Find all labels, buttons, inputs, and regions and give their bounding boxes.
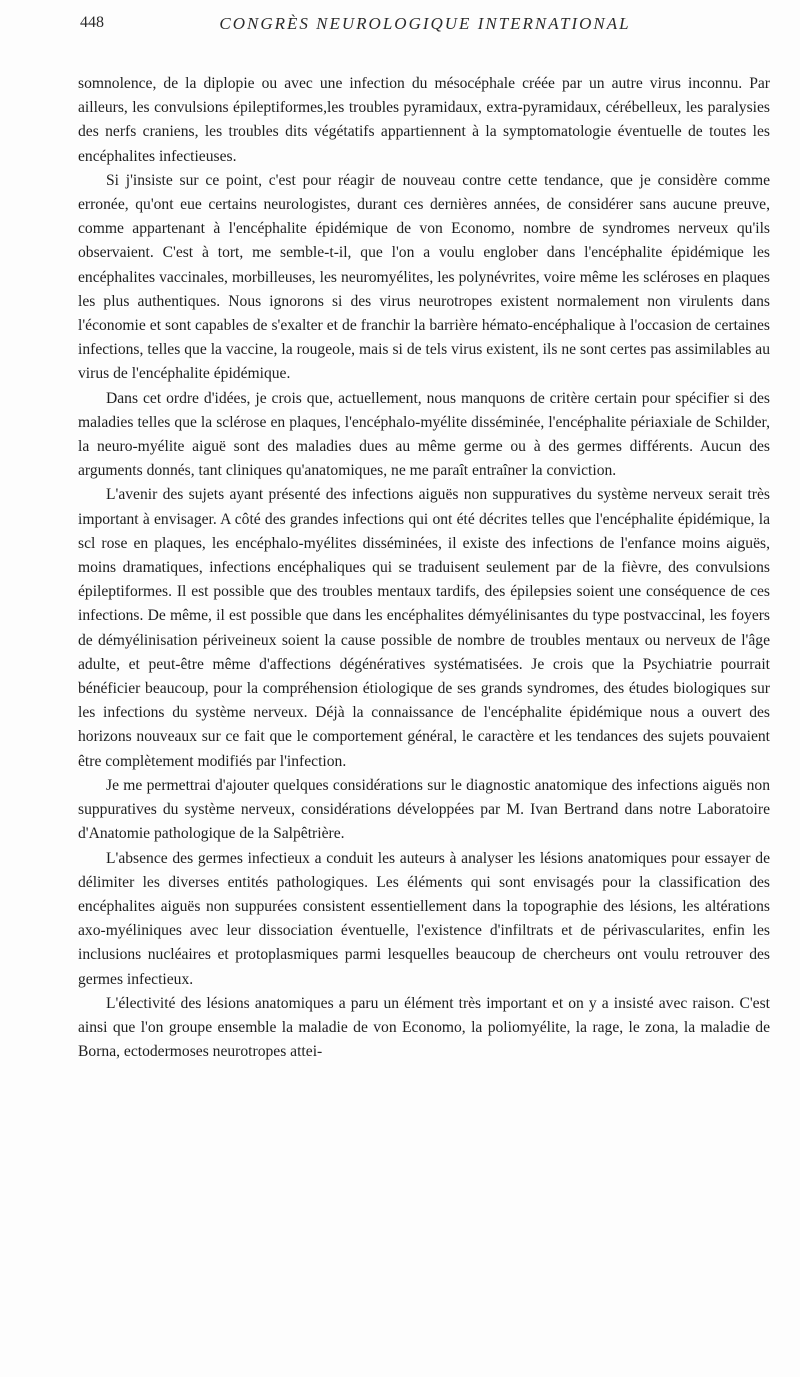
paragraph: somnolence, de la diplopie ou avec une infection du mésocéphale créée par un autre virus inconnu. Par ailleurs, les convulsions épileptiformes,les troubles pyramidaux, extra-pyramidaux, cérébelleux, les paralysies des nerfs craniens, les troubles dits végétatifs appartiennent à la symptomatologie éventuelle de toutes les encéphalites infectieuses. [78,75,770,165]
paragraph: Si j'insiste sur ce point, c'est pour réagir de nouveau contre cette tendance, que je considère comme erronée, qu'ont eue certains neurologistes, durant ces dernières années, de considérer sans aucune preuve, comme appartenant à l'encéphalite épidémique de von Economo, nombre de syndromes nerveux qu'ils observaient. C'est à tort, me semble-t-il, que l'on a voulu englober dans l'encéphalite épidémique les encéphalites vaccinales, morbilleuses, les neuromyélites, les polynévrites, voire même les scléroses en plaques les plus authentiques. Nous ignorons si des virus neurotropes existent normalement non virulents dans l'économie et sont capables de s'exalter et de franchir la barrière hémato-encéphalique à l'occasion de certaines infections, telles que la vaccine, la rougeole, mais si de tels virus existent, ils ne sont certes pas assimilables au virus de l'encéphalite épidémique. [78,171,770,383]
page-number: 448 [80,14,104,31]
running-title: CONGRÈS NEUROLOGIQUE INTERNATIONAL [219,14,631,33]
page-header [80,14,770,44]
paragraph: L'électivité des lésions anatomiques a paru un élément très important et on y a insisté avec raison. C'est ainsi que l'on groupe ensemble la maladie de von Economo, la poliomyélite, la rage, le zona, la maladie de Borna, ectodermoses neurotropes attei- [78,994,770,1061]
paragraph: L'absence des germes infectieux a conduit les auteurs à analyser les lésions anatomiques pour essayer de délimiter les diverses entités pathologiques. Les éléments qui sont envisagés pour la classification des encéphalites aiguës non suppurées consistent essentiellement dans la topographie des lésions, les altérations axo-myéliniques avec leur dissociation éventuelle, l'existence d'infiltrats et de périvascularites, enfin les inclusions nucléaires et protoplasmiques parmi lesquelles beaucoup de chercheurs ont voulu retrouver des germes infectieux. [78,849,770,988]
body-text [78,72,770,1064]
paragraph: L'avenir des sujets ayant présenté des infections aiguës non suppuratives du système nerveux serait très important à envisager. A côté des grandes infections qui ont été décrites telles que l'encéphalite épidémique, la scl rose en plaques, les encéphalo-myélites disséminées, il existe des infections de l'enfance moins aiguës, moins dramatiques, infections encéphaliques qui se traduisent seulement par de la fièvre, des convulsions épileptiformes. Il est possible que des troubles mentaux tardifs, des épilepsies soient une conséquence de ces infections. De même, il est possible que dans les encéphalites démyélinisantes du type postvaccinal, les foyers de démyélinisation périveineux soient la cause possible de nombre de troubles mentaux ou nerveux de l'âge adulte, et peut-être même d'affections dégénératives systématisées. Je crois que la Psychiatrie pourrait bénéficier beaucoup, pour la compréhension étiologique de ses grands syndromes, des études biologiques sur les infections du système nerveux. Déjà la connaissance de l'encéphalite épidémique nous a ouvert des horizons nouveaux sur ce fait que le comportement général, le caractère et les tendances des sujets pouvaient être complètement modifiés par l'infection. [78,486,770,770]
paragraph: Dans cet ordre d'idées, je crois que, actuellement, nous manquons de critère certain pour spécifier si des maladies telles que la sclérose en plaques, l'encéphalo-myélite disséminée, l'encéphalite périaxiale de Schilder, la neuro-myélite aiguë sont des maladies dues au même germe ou à des germes différents. Aucun des arguments donnés, tant cliniques qu'anatomiques, ne me paraît entraîner la conviction. [78,389,770,480]
paragraph: Je me permettrai d'ajouter quelques considérations sur le diagnostic anatomique des infections aiguës non suppuratives du système nerveux, considérations développées par M. Ivan Bertrand dans notre Laboratoire d'Anatomie pathologique de la Salpêtrière. [78,776,770,843]
